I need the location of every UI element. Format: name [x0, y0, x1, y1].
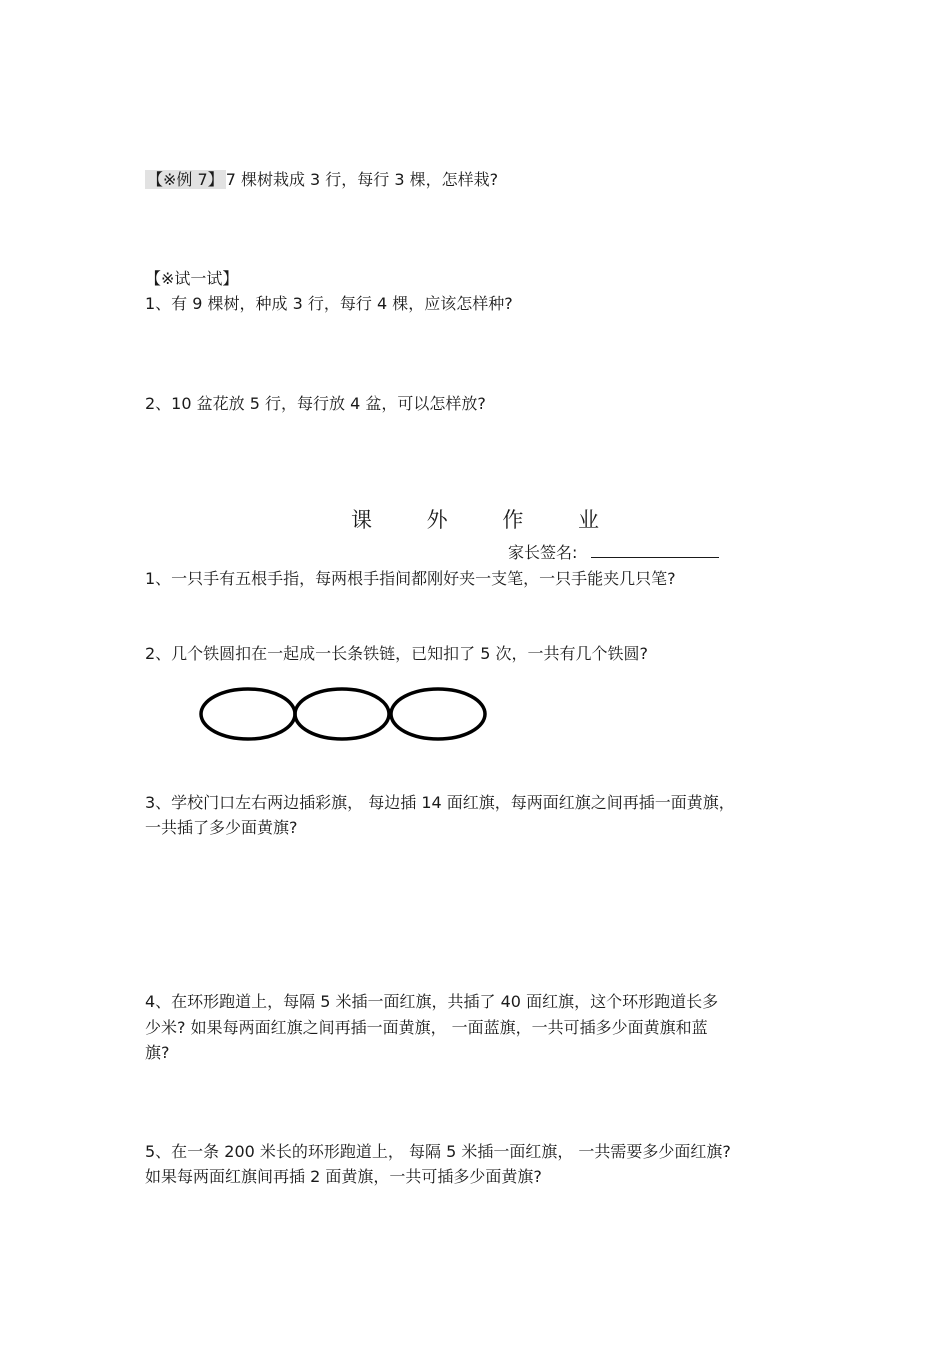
- example-7-text: 7 棵树栽成 3 行，每行 3 棵，怎样栽?: [225, 170, 499, 189]
- homework-question-4-line-1: 4、在环形跑道上，每隔 5 米插一面红旗，共插了 40 面红旗，这个环形跑道长多: [145, 992, 719, 1011]
- parent-signature-label: 家长签名:: [508, 543, 578, 562]
- chain-ring-2: [295, 689, 389, 739]
- try-question-1: 1、有 9 棵树，种成 3 行，每行 4 棵，应该怎样种?: [145, 294, 513, 313]
- homework-title: 课 外 作 业: [350, 508, 624, 532]
- homework-question-4-line-3: 旗?: [145, 1043, 170, 1062]
- signature-blank-line: [591, 541, 719, 558]
- example-7: [145, 167, 498, 193]
- homework-question-3-line-2: 一共插了多少面黄旗?: [145, 818, 298, 837]
- homework-question-3-line-1: 3、学校门口左右两边插彩旗， 每边插 14 面红旗，每两面红旗之间再插一面黄旗，: [145, 793, 735, 812]
- try-heading: 【※试一试】: [145, 269, 239, 288]
- try-question-2: 2、10 盆花放 5 行，每行放 4 盆，可以怎样放?: [145, 394, 486, 413]
- chain-ring-3: [391, 689, 485, 739]
- chain-rings-illustration: [196, 683, 492, 745]
- homework-question-1: 1、一只手有五根手指，每两根手指间都刚好夹一支笔，一只手能夹几只笔?: [145, 569, 676, 588]
- parent-signature: [508, 541, 719, 565]
- homework-question-5-line-2: 如果每两面红旗间再插 2 面黄旗，一共可插多少面黄旗?: [145, 1167, 542, 1186]
- example-7-tag: 【※例 7】: [147, 170, 224, 189]
- homework-question-5-line-1: 5、在一条 200 米长的环形跑道上， 每隔 5 米插一面红旗， 一共需要多少面红旗?: [145, 1142, 731, 1161]
- homework-question-2: 2、几个铁圆扣在一起成一长条铁链，已知扣了 5 次，一共有几个铁圆?: [145, 644, 649, 663]
- chain-ring-1: [201, 689, 295, 739]
- homework-question-4-line-2: 少米? 如果每两面红旗之间再插一面黄旗， 一面蓝旗，一共可插多少面黄旗和蓝: [145, 1018, 708, 1037]
